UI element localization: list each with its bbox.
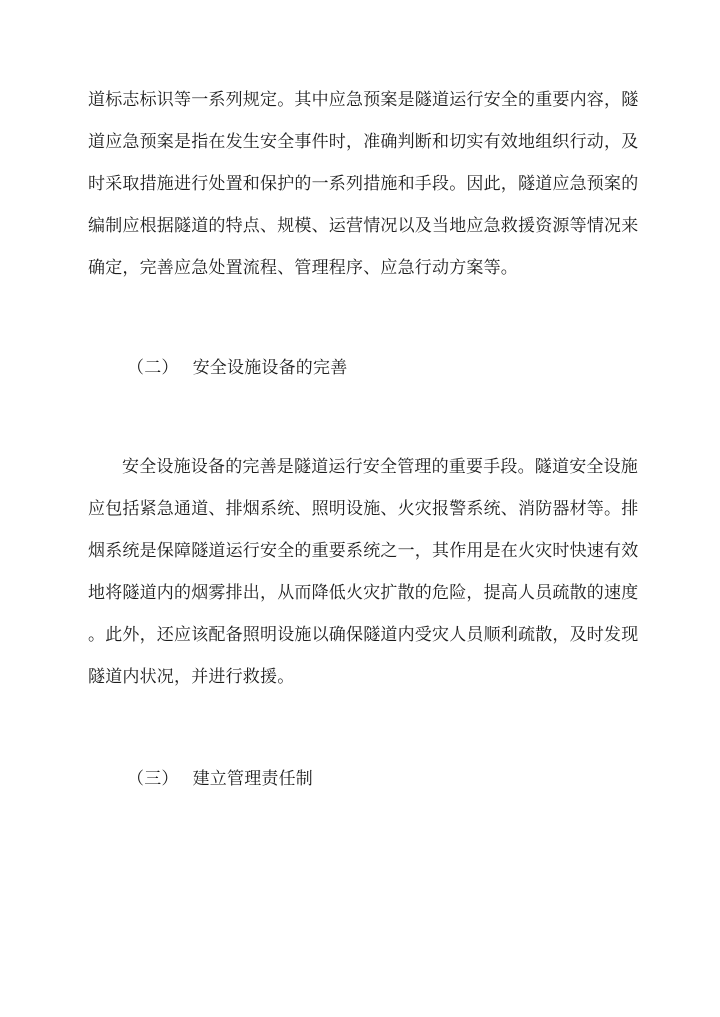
section-heading-2 bbox=[127, 356, 347, 380]
paragraph-2-line-2: 应包括紧急通道、排烟系统、照明设施、火灾报警系统、消防器材等。排 bbox=[88, 499, 639, 519]
section-heading-3-number: （三） bbox=[127, 769, 179, 789]
paragraph-2-line-3: 烟系统是保障隧道运行安全的重要系统之一，其作用是在火灾时快速有效 bbox=[88, 541, 639, 561]
paragraph-1-line-2: 道应急预案是指在发生安全事件时，准确判断和切实有效地组织行动，及 bbox=[88, 132, 639, 152]
section-heading-2-number: （二） bbox=[127, 358, 179, 378]
paragraph-1-line-3: 时采取措施进行处置和保护的一系列措施和手段。因此，隧道应急预案的 bbox=[88, 174, 639, 194]
paragraph-2-line-1: 安全设施设备的完善是隧道运行安全管理的重要手段。隧道安全设施 bbox=[122, 457, 638, 477]
paragraph-1-line-5: 确定，完善应急处置流程、管理程序、应急行动方案等。 bbox=[88, 258, 518, 278]
section-heading-3 bbox=[127, 767, 313, 791]
paragraph-1-line-1: 道标志标识等一系列规定。其中应急预案是隧道运行安全的重要内容，隧 bbox=[88, 90, 639, 110]
paragraph-2-line-5: 。此外，还应该配备照明设施以确保隧道内受灾人员顺利疏散，及时发现 bbox=[88, 625, 639, 645]
paragraph-1-line-4: 编制应根据隧道的特点、规模、运营情况以及当地应急救援资源等情况来 bbox=[88, 216, 639, 236]
section-heading-3-title: 建立管理责任制 bbox=[192, 769, 314, 789]
section-heading-2-title: 安全设施设备的完善 bbox=[192, 358, 348, 378]
paragraph-2-line-4: 地将隧道内的烟雾排出，从而降低火灾扩散的危险，提高人员疏散的速度 bbox=[88, 583, 639, 603]
paragraph-2-line-6: 隧道内状况，并进行救援。 bbox=[88, 667, 295, 687]
